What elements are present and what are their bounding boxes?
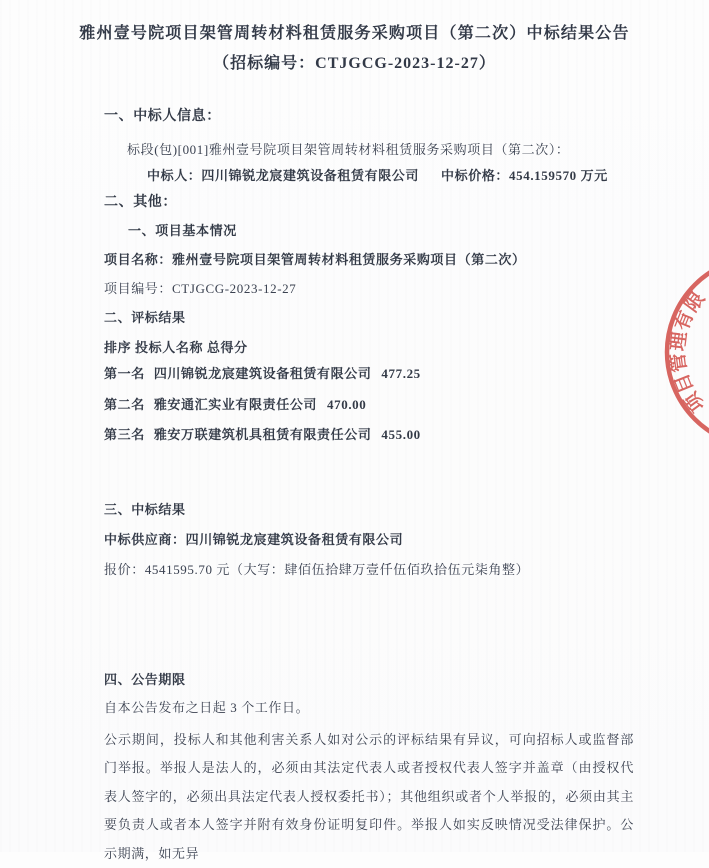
- stamp-ring: [667, 262, 709, 437]
- rank-cell: 第二名: [104, 397, 145, 412]
- eval-result-heading: 二、评标结果: [104, 310, 186, 325]
- lot-package-line: 标段(包)[001]雅州壹号院项目架管周转材料租赁服务采购项目（第二次）：: [127, 142, 570, 157]
- objection-paragraph: 公示期间，投标人和其他利害关系人如对公示的评标结果有异议，可向招标人或监督部门举报。举报人是法人的，必须由其法定代表人或者授权代表人签字并盖章（由授权代表人签字的，必须出具法定代表人授权委托书）；其他组织或者个人举报的，必须由其主要负责人或者本人签字并附有效身份证明复印件。举报人如实反映情况受法律保护。公示期满，如无异: [104, 732, 634, 861]
- score-cell: 470.00: [327, 397, 367, 412]
- quote-label: 报价：: [104, 562, 145, 577]
- supplier-name: 四川锦锐龙宸建筑设备租赁有限公司: [185, 532, 404, 547]
- ranking-row: [104, 425, 421, 445]
- project-number-value: CTJGCG-2023-12-27: [172, 281, 297, 296]
- bid-number-subtitle: （招标编号：CTJGCG-2023-12-27）: [213, 55, 496, 72]
- price-label: 中标价格：: [441, 168, 510, 183]
- stamp-text: 项目管理有限: [667, 288, 709, 416]
- svg-text:项目管理有限: [666, 288, 709, 416]
- project-number-line: [104, 279, 296, 299]
- winner-name: 四川锦锐龙宸建筑设备租赁有限公司: [201, 168, 420, 183]
- supplier-line: [104, 530, 403, 550]
- bidder-cell: 雅安万联建筑机具租赁有限责任公司: [153, 427, 372, 442]
- award-result-heading: 三、中标结果: [104, 502, 186, 517]
- other-section-heading: 二、其他：: [104, 195, 177, 210]
- notice-period-heading: 四、公告期限: [104, 672, 186, 687]
- score-cell: 477.25: [381, 366, 421, 381]
- quote-value: 4541595.70 元（大写：肆佰伍拾肆万壹仟伍佰玖拾伍元柒角整）: [144, 562, 530, 577]
- project-name-line: [104, 250, 526, 270]
- winner-line: [147, 166, 608, 186]
- score-cell: 455.00: [381, 427, 421, 442]
- ranking-row: [104, 395, 366, 415]
- rank-cell: 第一名: [104, 366, 145, 381]
- bidder-cell: 雅安通汇实业有限责任公司: [153, 397, 318, 412]
- rank-cell: 第三名: [104, 427, 145, 442]
- project-name-value: 雅州壹号院项目架管周转材料租赁服务采购项目（第二次）: [172, 252, 526, 267]
- project-name-label: 项目名称：: [104, 252, 173, 267]
- notice-period-line: 自本公告发布之日起 3 个工作日。: [104, 700, 310, 715]
- supplier-label: 中标供应商：: [104, 532, 186, 547]
- price-value: 454.159570 万元: [509, 168, 608, 183]
- project-number-label: 项目编号：: [104, 281, 173, 296]
- ranking-row: [104, 364, 421, 384]
- document-title: 雅州壹号院项目架管周转材料租赁服务采购项目（第二次）中标结果公告: [79, 25, 630, 42]
- winner-info-heading: 一、中标人信息：: [104, 109, 221, 124]
- project-overview-heading: 一、项目基本情况: [128, 223, 237, 238]
- official-stamp: [639, 262, 709, 437]
- quote-line: [104, 560, 529, 580]
- eval-table-header: 排序 投标人名称 总得分: [104, 340, 248, 355]
- winner-label: 中标人：: [147, 168, 202, 183]
- bidder-cell: 四川锦锐龙宸建筑设备租赁有限公司: [153, 366, 372, 381]
